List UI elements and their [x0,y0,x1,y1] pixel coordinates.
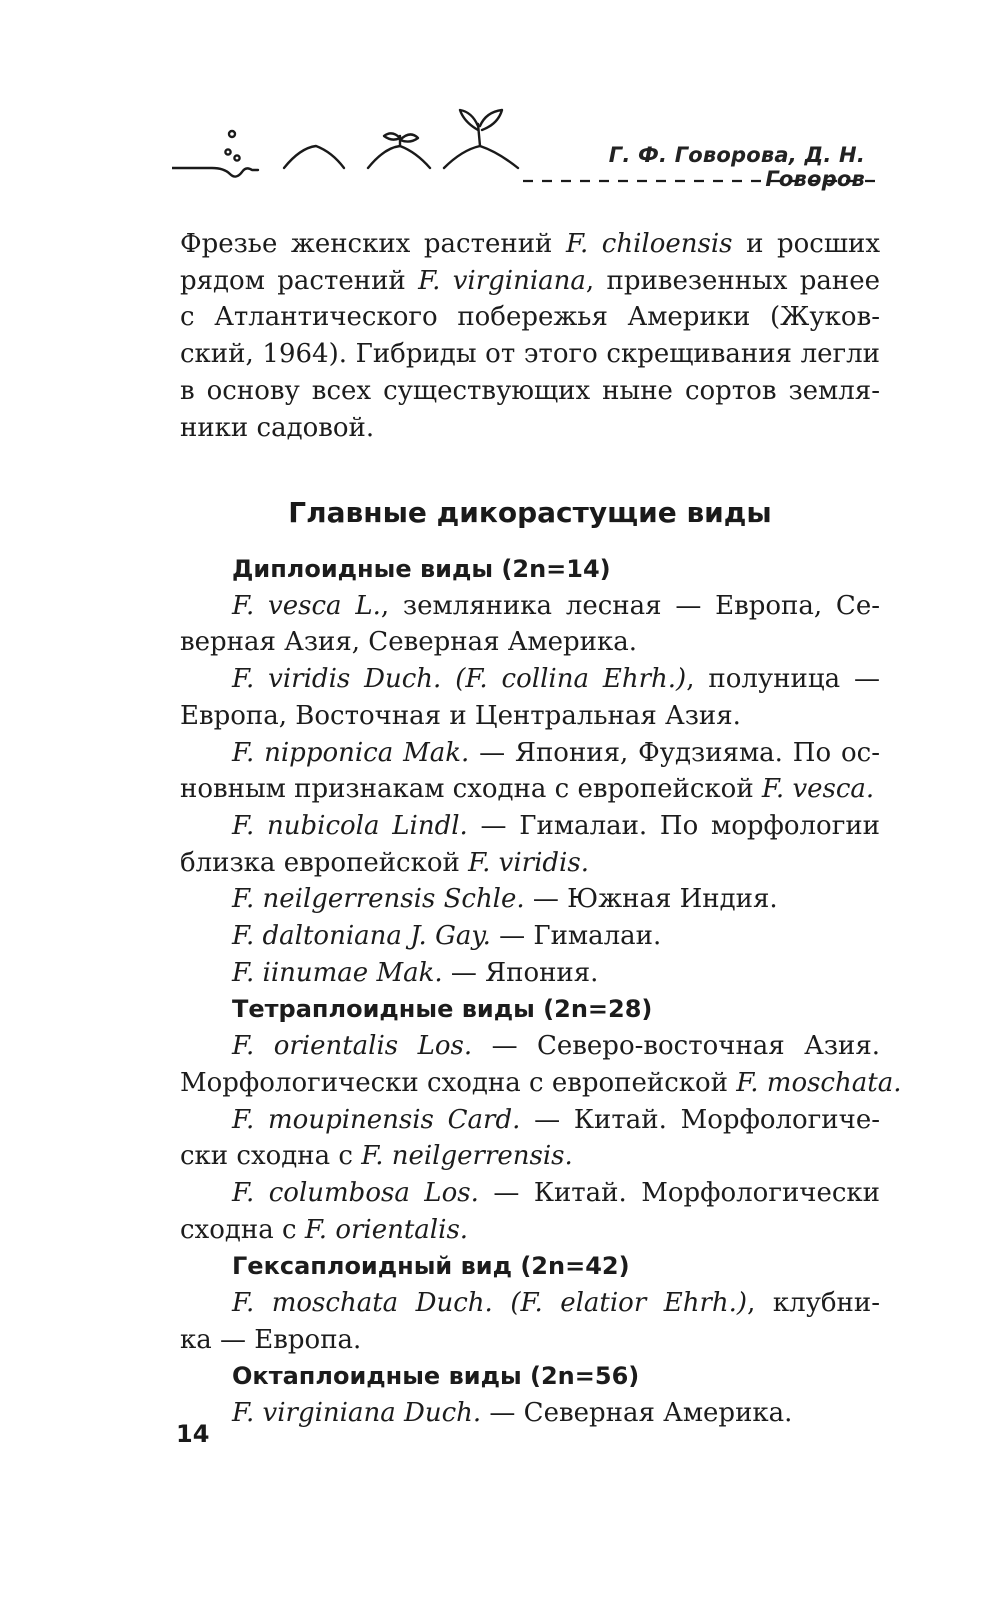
group-heading-hexaploid: Гексаплоидный вид (2n=42) [232,1252,630,1281]
species-text: сходна с [180,1214,305,1245]
intro-line: с Атлантического побережья Америки (Жуков- [180,302,880,333]
intro-line [180,263,880,300]
species-entry [180,1395,880,1432]
species-text: , полуница — [686,664,880,695]
species-name: F. iinumae Mak. [232,957,443,988]
intro-text: и росших [732,229,881,259]
species-text: — Гималаи. [490,921,662,952]
species-entry-cont [180,1065,902,1102]
intro-line: в основу всех существующих ныне сортов земля- [180,375,880,406]
species-text: — Япония, Фудзияма. По ос- [469,737,880,768]
species-entry-cont: Европа, Восточная и Центральная Азия. [180,700,741,731]
species-text: — Китай. Морфологиче- [520,1104,880,1135]
species-name: F. moschata. [736,1067,902,1098]
species-name: F. nipponica Mak. [232,737,470,768]
species-entry [180,1285,880,1322]
species-entry-cont [180,1138,880,1175]
species-text: — Северо-восточная Азия. [472,1031,881,1062]
species-entry [180,661,880,698]
species-entry-cont [180,1212,880,1249]
species-entry [180,881,880,918]
species-entry [180,1028,880,1065]
species-name: F. virginiana [418,265,586,296]
species-text: , клубни- [747,1288,880,1319]
species-text: — Гималаи. По морфологии [467,810,880,841]
species-entry [180,1175,880,1212]
section-title: Главные дикорастущие виды [288,496,772,529]
species-name: F. moschata Duch. (F. elatior Ehrh.) [232,1288,748,1319]
species-text: — Южная Индия. [524,884,778,915]
species-name: F. chiloensis [565,229,733,259]
species-text: ски сходна с [180,1141,362,1172]
species-entry-cont [180,845,880,882]
intro-line [180,226,880,263]
species-text: Морфологически сходна с европейской [180,1067,737,1098]
species-text: близка европейской [180,847,469,878]
species-entry-cont [180,771,880,808]
species-entry [180,1102,880,1139]
group-heading-octoploid: Октаплоидные виды (2n=56) [232,1362,640,1391]
species-entry [180,918,880,955]
species-entry-cont: верная Азия, Северная Америка. [180,627,638,658]
species-name: F. neilgerrensis. [361,1141,573,1172]
intro-paragraph [180,226,880,446]
intro-text: , привезенных ранее [585,265,880,296]
intro-text: Фрезье женских растений [180,229,566,259]
group-heading-diploid: Диплоидные виды (2n=14) [232,555,611,583]
intro-line: ский, 1964). Гибриды от этого скрещивания легли [180,339,880,370]
intro-line: ники садовой. [180,412,375,443]
species-name: F. daltoniana J. Gay. [232,921,491,952]
group-heading-tetraploid: Тетраплоидные виды (2n=28) [232,995,653,1024]
species-text: , земляника лесная — Европа, Се- [380,590,880,621]
species-text: новным признакам сходна с европейской [180,774,762,805]
species-name: F. orientalis. [304,1214,469,1245]
species-text: — Япония. [442,957,599,988]
species-entry [180,735,880,772]
species-list [180,551,902,1432]
header-dashed-rule [523,179,883,183]
seedling-ornament-icon [172,108,542,188]
species-entry [180,808,880,845]
species-name: F. moupinensis Card. [232,1104,521,1135]
running-header-authors: Г. Ф. Говорова, Д. Н. Говоров [608,143,865,191]
species-name: F. neilgerrensis Schle. [232,884,525,915]
species-entry [180,588,880,625]
species-entry [180,955,880,992]
species-text: — Северная Америка. [481,1398,793,1429]
species-name: F. nubicola Lindl. [232,810,468,841]
species-name: F. orientalis Los. [232,1031,473,1062]
page-number: 14 [176,1420,210,1448]
species-name: F. vesca. [761,774,875,805]
species-name: F. columbosa Los. [232,1177,479,1208]
species-text: — Китай. Морфологически [478,1177,881,1208]
species-entry-cont: ка — Европа. [180,1324,362,1355]
species-name: F. virginiana Duch. [232,1398,482,1429]
species-name: F. viridis Duch. (F. collina Ehrh.) [232,664,687,695]
intro-text: рядом растений [180,265,419,296]
species-name: F. viridis. [468,847,589,878]
species-name: F. vesca L. [232,590,381,621]
